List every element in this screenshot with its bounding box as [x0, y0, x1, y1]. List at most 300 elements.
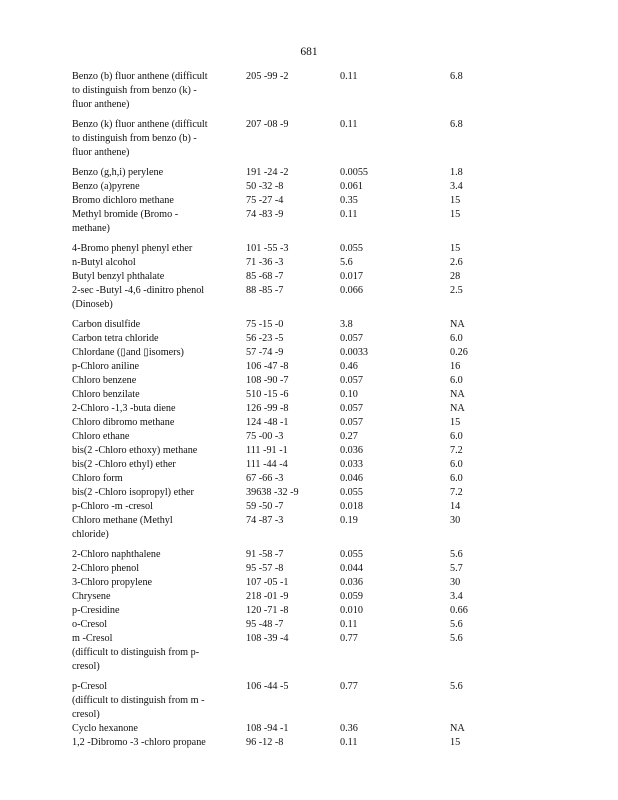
- value-1: 0.046: [340, 473, 363, 484]
- value-1: 0.11: [340, 619, 358, 630]
- chemical-name-cell: [72, 270, 246, 284]
- value-2: 1.8: [450, 167, 463, 178]
- cas-number: 108 -90 -7: [246, 375, 289, 386]
- table-row: [72, 500, 500, 514]
- value-2-cell: [450, 674, 500, 722]
- cas-number-cell: [246, 604, 340, 618]
- value-1: 0.36: [340, 723, 358, 734]
- table-row: [72, 736, 500, 750]
- cas-number: 75 -27 -4: [246, 195, 284, 206]
- value-1-cell: [340, 500, 450, 514]
- table-row: [72, 312, 500, 332]
- value-1: 0.010: [340, 605, 363, 616]
- value-1: 0.057: [340, 333, 363, 344]
- cas-number: 67 -66 -3: [246, 473, 284, 484]
- chemical-name-cell: [72, 486, 246, 500]
- value-1: 0.057: [340, 417, 363, 428]
- cas-number-cell: [246, 70, 340, 112]
- value-2-cell: [450, 632, 500, 674]
- chemical-name: p-Cresidine: [72, 605, 120, 616]
- value-1: 5.6: [340, 257, 353, 268]
- chemical-name-cell: [72, 236, 246, 256]
- value-2: 5.6: [450, 619, 463, 630]
- cas-number: 75 -00 -3: [246, 431, 284, 442]
- value-1-cell: [340, 236, 450, 256]
- chemical-name: Benzo (a)pyrene: [72, 181, 140, 192]
- value-2-cell: [450, 500, 500, 514]
- cas-number: 101 -55 -3: [246, 243, 289, 254]
- cas-number-cell: [246, 514, 340, 542]
- chemical-name: 1,2 -Dibromo -3 -chloro propane: [72, 737, 206, 748]
- cas-number-cell: [246, 374, 340, 388]
- value-2: NA: [450, 723, 465, 734]
- chemical-name-cell: [72, 112, 246, 160]
- cas-number: 106 -44 -5: [246, 681, 289, 692]
- value-1-cell: [340, 632, 450, 674]
- value-1-cell: [340, 388, 450, 402]
- value-1: 0.055: [340, 487, 363, 498]
- value-2-cell: [450, 332, 500, 346]
- chemical-name-cell: [72, 208, 246, 236]
- chemical-name-cell: [72, 312, 246, 332]
- value-2-cell: [450, 160, 500, 180]
- value-1-cell: [340, 160, 450, 180]
- chemical-name: p-Cresol (difficult to distinguish from m - cresol): [72, 681, 205, 720]
- cas-number-cell: [246, 194, 340, 208]
- chemical-name: m -Cresol (difficult to distinguish from p- cresol): [72, 633, 200, 672]
- value-2-cell: [450, 270, 500, 284]
- chemical-name: 2-Chloro naphthalene: [72, 549, 161, 560]
- cas-number: 111 -91 -1: [246, 445, 288, 456]
- value-1: 0.018: [340, 501, 363, 512]
- chemical-name-cell: [72, 346, 246, 360]
- chemical-name: Carbon tetra chloride: [72, 333, 159, 344]
- page-number: 681: [300, 46, 318, 58]
- value-1-cell: [340, 486, 450, 500]
- cas-number-cell: [246, 576, 340, 590]
- value-2: 16: [450, 361, 461, 372]
- cas-number: 57 -74 -9: [246, 347, 284, 358]
- chemical-name: bis(2 -Chloro ethoxy) methane: [72, 445, 198, 456]
- chemical-name-cell: [72, 284, 246, 312]
- table-row: [72, 514, 500, 542]
- cas-number: 108 -94 -1: [246, 723, 289, 734]
- table-row: [72, 444, 500, 458]
- chemical-name: bis(2 -Chloro ethyl) ether: [72, 459, 176, 470]
- chemical-name: Chloro form: [72, 473, 123, 484]
- cas-number-cell: [246, 542, 340, 562]
- value-1: 0.11: [340, 119, 358, 130]
- value-1-cell: [340, 458, 450, 472]
- cas-number-cell: [246, 346, 340, 360]
- cas-number-cell: [246, 618, 340, 632]
- value-2-cell: [450, 736, 500, 750]
- table-row: [72, 236, 500, 256]
- value-2: 5.7: [450, 563, 463, 574]
- chemical-name-cell: [72, 402, 246, 416]
- cas-number-cell: [246, 416, 340, 430]
- chemical-name-cell: [72, 388, 246, 402]
- chemical-name-cell: [72, 576, 246, 590]
- chemical-name-cell: [72, 590, 246, 604]
- cas-number: 126 -99 -8: [246, 403, 289, 414]
- table-row: [72, 604, 500, 618]
- value-1: 0.057: [340, 375, 363, 386]
- value-2-cell: [450, 618, 500, 632]
- chemical-name-cell: [72, 618, 246, 632]
- cas-number: 120 -71 -8: [246, 605, 289, 616]
- table-row: [72, 402, 500, 416]
- value-1: 3.8: [340, 319, 353, 330]
- cas-number-cell: [246, 722, 340, 736]
- chemical-table-body: [72, 70, 500, 750]
- chemical-name-cell: [72, 674, 246, 722]
- value-2: 6.0: [450, 431, 463, 442]
- value-1-cell: [340, 590, 450, 604]
- cas-number: 96 -12 -8: [246, 737, 284, 748]
- chemical-name-cell: [72, 416, 246, 430]
- value-2: 15: [450, 737, 461, 748]
- value-2: 15: [450, 209, 461, 220]
- table-row: [72, 472, 500, 486]
- table-row: [72, 270, 500, 284]
- cas-number-cell: [246, 402, 340, 416]
- value-1-cell: [340, 416, 450, 430]
- cas-number: 95 -57 -8: [246, 563, 284, 574]
- value-1-cell: [340, 70, 450, 112]
- value-1-cell: [340, 444, 450, 458]
- cas-number-cell: [246, 444, 340, 458]
- table-row: [72, 180, 500, 194]
- chemical-name-cell: [72, 332, 246, 346]
- table-row: [72, 576, 500, 590]
- value-2-cell: [450, 486, 500, 500]
- chemical-name-cell: [72, 444, 246, 458]
- value-1: 0.0033: [340, 347, 369, 358]
- chemical-name: Bromo dichloro methane: [72, 195, 174, 206]
- table-row: [72, 194, 500, 208]
- value-2-cell: [450, 180, 500, 194]
- value-1: 0.036: [340, 445, 363, 456]
- value-2-cell: [450, 284, 500, 312]
- value-2-cell: [450, 194, 500, 208]
- table-row: [72, 112, 500, 160]
- table-row: [72, 416, 500, 430]
- value-2: 14: [450, 501, 461, 512]
- chemical-name-cell: [72, 500, 246, 514]
- cas-number: 59 -50 -7: [246, 501, 284, 512]
- chemical-name: Chloro benzene: [72, 375, 137, 386]
- chemical-name: Chloro methane (Methyl chloride): [72, 515, 173, 540]
- value-1: 0.036: [340, 577, 363, 588]
- value-1-cell: [340, 402, 450, 416]
- value-1: 0.044: [340, 563, 363, 574]
- value-1: 0.059: [340, 591, 363, 602]
- cas-number-cell: [246, 236, 340, 256]
- cas-number: 71 -36 -3: [246, 257, 284, 268]
- value-2: 6.0: [450, 375, 463, 386]
- cas-number: 510 -15 -6: [246, 389, 289, 400]
- value-2: NA: [450, 389, 465, 400]
- value-2-cell: [450, 388, 500, 402]
- cas-number-cell: [246, 208, 340, 236]
- value-1: 0.19: [340, 515, 358, 526]
- chemical-name-cell: [72, 542, 246, 562]
- cas-number: 207 -08 -9: [246, 119, 289, 130]
- value-2-cell: [450, 312, 500, 332]
- cas-number: 218 -01 -9: [246, 591, 289, 602]
- cas-number-cell: [246, 112, 340, 160]
- value-2: 2.5: [450, 285, 463, 296]
- cas-number: 108 -39 -4: [246, 633, 289, 644]
- table-row: [72, 618, 500, 632]
- value-2: 7.2: [450, 445, 463, 456]
- value-2: 3.4: [450, 591, 463, 602]
- value-1: 0.057: [340, 403, 363, 414]
- value-2-cell: [450, 374, 500, 388]
- table-row: [72, 70, 500, 112]
- value-2-cell: [450, 256, 500, 270]
- chemical-name-cell: [72, 736, 246, 750]
- value-2-cell: [450, 590, 500, 604]
- value-1-cell: [340, 674, 450, 722]
- chemical-name: Chloro benzilate: [72, 389, 140, 400]
- cas-number-cell: [246, 486, 340, 500]
- cas-number-cell: [246, 160, 340, 180]
- value-2: 28: [450, 271, 461, 282]
- cas-number-cell: [246, 180, 340, 194]
- table-row: [72, 284, 500, 312]
- cas-number-cell: [246, 312, 340, 332]
- value-1-cell: [340, 360, 450, 374]
- value-2: 5.6: [450, 549, 463, 560]
- value-1: 0.066: [340, 285, 363, 296]
- value-1: 0.27: [340, 431, 358, 442]
- chemical-name: 2-sec -Butyl -4,6 -dinitro phenol (Dinoseb): [72, 285, 205, 310]
- value-2-cell: [450, 430, 500, 444]
- table-row: [72, 430, 500, 444]
- chemical-name: 2-Chloro -1,3 -buta diene: [72, 403, 176, 414]
- chemical-name: 3-Chloro propylene: [72, 577, 153, 588]
- cas-number: 95 -48 -7: [246, 619, 284, 630]
- chemical-name-cell: [72, 160, 246, 180]
- value-2: 0.66: [450, 605, 468, 616]
- value-1-cell: [340, 514, 450, 542]
- chemical-name: n-Butyl alcohol: [72, 257, 136, 268]
- value-1-cell: [340, 208, 450, 236]
- value-2: 5.6: [450, 633, 463, 644]
- chemical-name: p-Chloro aniline: [72, 361, 140, 372]
- cas-number-cell: [246, 360, 340, 374]
- value-1: 0.061: [340, 181, 363, 192]
- value-1-cell: [340, 332, 450, 346]
- chemical-name-cell: [72, 514, 246, 542]
- cas-number: 107 -05 -1: [246, 577, 289, 588]
- value-2: 6.0: [450, 459, 463, 470]
- value-1-cell: [340, 270, 450, 284]
- table-row: [72, 374, 500, 388]
- cas-number-cell: [246, 458, 340, 472]
- chemical-name: Carbon disulfide: [72, 319, 141, 330]
- chemical-name-cell: [72, 722, 246, 736]
- value-1-cell: [340, 736, 450, 750]
- value-2: 0.26: [450, 347, 468, 358]
- cas-number-cell: [246, 256, 340, 270]
- value-2: 6.8: [450, 119, 463, 130]
- cas-number-cell: [246, 270, 340, 284]
- chemical-name: Butyl benzyl phthalate: [72, 271, 165, 282]
- value-2: 6.0: [450, 333, 463, 344]
- value-1: 0.055: [340, 549, 363, 560]
- table-row: [72, 486, 500, 500]
- cas-number-cell: [246, 562, 340, 576]
- value-2: 30: [450, 577, 461, 588]
- cas-number-cell: [246, 632, 340, 674]
- value-1: 0.055: [340, 243, 363, 254]
- value-1-cell: [340, 112, 450, 160]
- value-1-cell: [340, 312, 450, 332]
- value-1-cell: [340, 604, 450, 618]
- value-2: 30: [450, 515, 461, 526]
- value-2-cell: [450, 112, 500, 160]
- cas-number: 74 -87 -3: [246, 515, 284, 526]
- value-1: 0.77: [340, 681, 358, 692]
- value-2-cell: [450, 346, 500, 360]
- value-1: 0.35: [340, 195, 358, 206]
- value-1: 0.033: [340, 459, 363, 470]
- chemical-name-cell: [72, 604, 246, 618]
- value-1: 0.0055: [340, 167, 369, 178]
- chemical-table: [72, 70, 500, 750]
- value-1-cell: [340, 284, 450, 312]
- chemical-name-cell: [72, 430, 246, 444]
- value-2-cell: [450, 514, 500, 542]
- value-2-cell: [450, 542, 500, 562]
- value-1-cell: [340, 562, 450, 576]
- table-row: [72, 722, 500, 736]
- chemical-name: Benzo (k) fluor anthene (difficult to distinguish from benzo (b) - fluor anthene): [72, 119, 208, 158]
- value-2: 5.6: [450, 681, 463, 692]
- table-row: [72, 208, 500, 236]
- cas-number: 75 -15 -0: [246, 319, 284, 330]
- table-row: [72, 674, 500, 722]
- value-2: 3.4: [450, 181, 463, 192]
- value-1: 0.11: [340, 209, 358, 220]
- value-1-cell: [340, 374, 450, 388]
- value-1: 0.77: [340, 633, 358, 644]
- table-row: [72, 332, 500, 346]
- value-2-cell: [450, 604, 500, 618]
- chemical-name: 2-Chloro phenol: [72, 563, 140, 574]
- value-2-cell: [450, 402, 500, 416]
- chemical-name: Cyclo hexanone: [72, 723, 138, 734]
- value-1-cell: [340, 346, 450, 360]
- cas-number-cell: [246, 736, 340, 750]
- cas-number-cell: [246, 284, 340, 312]
- table-row: [72, 542, 500, 562]
- value-2: NA: [450, 319, 465, 330]
- value-1-cell: [340, 472, 450, 486]
- chemical-name-cell: [72, 70, 246, 112]
- cas-number-cell: [246, 332, 340, 346]
- cas-number-cell: [246, 674, 340, 722]
- value-2: 7.2: [450, 487, 463, 498]
- cas-number: 56 -23 -5: [246, 333, 284, 344]
- value-1: 0.10: [340, 389, 358, 400]
- value-1: 0.46: [340, 361, 358, 372]
- value-2: 6.8: [450, 71, 463, 82]
- cas-number: 39638 -32 -9: [246, 487, 299, 498]
- value-1: 0.11: [340, 71, 358, 82]
- cas-number-cell: [246, 430, 340, 444]
- chemical-name-cell: [72, 632, 246, 674]
- chemical-name: Benzo (b) fluor anthene (difficult to distinguish from benzo (k) - fluor anthene): [72, 71, 208, 110]
- value-2: 15: [450, 195, 461, 206]
- table-row: [72, 346, 500, 360]
- chemical-name: 4-Bromo phenyl phenyl ether: [72, 243, 193, 254]
- value-1-cell: [340, 576, 450, 590]
- value-2-cell: [450, 472, 500, 486]
- cas-number: 88 -85 -7: [246, 285, 284, 296]
- cas-number-cell: [246, 472, 340, 486]
- cas-number: 205 -99 -2: [246, 71, 289, 82]
- table-row: [72, 562, 500, 576]
- table-row: [72, 160, 500, 180]
- chemical-name-cell: [72, 360, 246, 374]
- value-1-cell: [340, 180, 450, 194]
- value-2-cell: [450, 70, 500, 112]
- chemical-name: Chloro ethane: [72, 431, 130, 442]
- value-2-cell: [450, 444, 500, 458]
- chemical-name: Methyl bromide (Bromo - methane): [72, 209, 179, 234]
- table-row: [72, 458, 500, 472]
- value-2-cell: [450, 458, 500, 472]
- chemical-name-cell: [72, 374, 246, 388]
- value-2-cell: [450, 722, 500, 736]
- table-row: [72, 590, 500, 604]
- value-2-cell: [450, 562, 500, 576]
- cas-number: 124 -48 -1: [246, 417, 289, 428]
- table-row: [72, 632, 500, 674]
- chemical-name-cell: [72, 256, 246, 270]
- table-row: [72, 360, 500, 374]
- value-2-cell: [450, 416, 500, 430]
- cas-number-cell: [246, 590, 340, 604]
- chemical-name-cell: [72, 458, 246, 472]
- value-1-cell: [340, 256, 450, 270]
- value-1-cell: [340, 430, 450, 444]
- chemical-name-cell: [72, 194, 246, 208]
- cas-number-cell: [246, 388, 340, 402]
- table-row: [72, 256, 500, 270]
- chemical-name: o-Cresol: [72, 619, 108, 630]
- value-1-cell: [340, 194, 450, 208]
- cas-number: 50 -32 -8: [246, 181, 284, 192]
- cas-number: 74 -83 -9: [246, 209, 284, 220]
- cas-number: 111 -44 -4: [246, 459, 288, 470]
- chemical-name-cell: [72, 180, 246, 194]
- table-row: [72, 388, 500, 402]
- cas-number: 91 -58 -7: [246, 549, 284, 560]
- chemical-name: p-Chloro -m -cresol: [72, 501, 153, 512]
- chemical-name: Benzo (g,h,i) perylene: [72, 167, 164, 178]
- value-2: NA: [450, 403, 465, 414]
- value-2-cell: [450, 360, 500, 374]
- value-1: 0.017: [340, 271, 363, 282]
- chemical-name: bis(2 -Chloro isopropyl) ether: [72, 487, 194, 498]
- value-1-cell: [340, 542, 450, 562]
- chemical-name: Chlordane (▯and ▯isomers): [72, 347, 184, 358]
